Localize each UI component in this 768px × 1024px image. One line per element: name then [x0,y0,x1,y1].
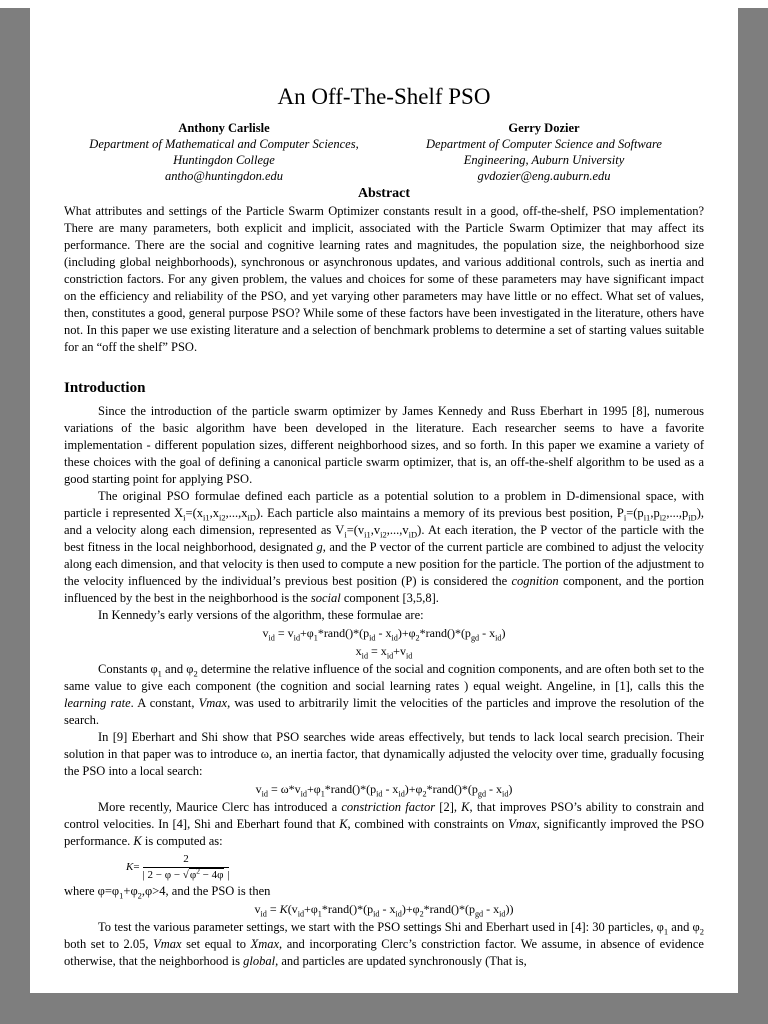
paper-title: An Off-The-Shelf PSO [277,84,491,109]
author-name: Anthony Carlisle [178,121,270,135]
author-email: antho@huntingdon.edu [164,169,284,183]
viewer-top-strip [0,0,768,8]
paragraph: Constants $\varphi_1$ and $\varphi_2$ determine the relative influence of the social and cognition components, and are often both set to the same value to give each component (the cognition and social learning rates ) equal weight. Angeline, in [1], calls this the learning rate. A constant, Vmax, was used to arbitrarily limit the velocities of the particles and improve the resolution of the search. [64,662,704,727]
formula-line: $v_{id}$ = $v_{id}+\varphi_1*rand()*(p_{id}$ - $x_{id})+\varphi_2*rand()*(p_{gd} - x_{id})$ [262,626,506,643]
paragraph: More recently, Maurice Clerc has introduced a constriction factor [2], K, that improves PSO’s ability to constrain and control velocities. In [4], Shi and Eberhart found that K, combined with constraints on Vmax, significantly improved the PSO performance. K is computed as: [64,800,704,848]
paragraph: In [9] Eberhart and Shi show that PSO searches wide areas effectively, but tends to lack local search precision. Their solution in that paper was to introduce ω, an inertia factor, that dynamically adjusted the velocity over time, gradually focusing the PSO into a local search: [64,730,704,778]
document-page [30,8,738,993]
author-affiliation: Department of Mathematical and Computer Sciences, [89,137,359,151]
author-affiliation: Engineering, Auburn University [463,153,625,167]
abstract-text: What attributes and settings of the Particle Swarm Optimizer constants result in a good, off-the-shelf, PSO implementation? There are many parameters, both explicit and implicit, associated with the Particle Swarm Optimizer that may affect its performance. There are the social and cognitive learning rates and magnitudes, the population size, the neighborhood size (including global neighborhoods), synchronous or asynchronous updates, and various additional controls, such as inertia and constriction factors. For any given problem, the values and choices for some of these parameters may have significant impact on the efficiency and reliability of the PSO, and yet varying other parameters may have little or no effect. What set of values, then, constitutes a good, general purpose PSO? While some of these factors have been investigated in the literature, others have not. In this paper we use existing literature and a selection of benchmark problems to determine a set of starting values suitable for an “off the shelf” PSO. [64,204,704,354]
author-affiliation: Huntingdon College [173,153,275,167]
formula-line: $v_{id}$ = $\omega*v_{id}+\varphi_1*rand()*(p_{id}$ - $x_{id})+\varphi_2*rand()*(p_{gd} - x_{id})$ [255,782,513,799]
paragraph: In Kennedy’s early versions of the algorithm, these formulae are: [98,608,424,622]
paragraph: The original PSO formulae defined each particle as a potential solution to a problem in D-dimensional space, with particle i represented $X_i=(x_{i1},x_{i2},...,x_{iD})$. Each particle also maintains a memory of its previous best position, $P_i=(p_{i1},p_{i2},...,p_{iD})$, and a velocity along each dimension, represented as $V_i=(v_{i1},v_{i2},...,v_{iD})$. At each iteration, the P vector of the particle with the best fitness in the local neighborhood, designated g, and the P vector of the current particle are combined to adjust the velocity along each dimension, and that velocity is then used to compute a new position for the particle. The portion of the adjustment to the velocity influenced by the individual’s previous best position (P) is considered the cognition component, and the portion influenced by the best in the neighborhood is the social component [3,5,8]. [64,489,704,605]
paragraph: where $\varphi=\varphi_1+\varphi_2,\varphi>4$, and the PSO is then [64,884,271,901]
paragraph: Since the introduction of the particle swarm optimizer by James Kennedy and Russ Eberhart in 1995 [8], numerous variations of the basic algorithm have been developed in the literature. Each researcher seems to have a favorite implementation - different population sizes, different neighborhood sizes, and so forth. In this paper we examine a variety of these choices with the goal of defining a canonical particle swarm optimizer, that is, an off-the-shelf algorithm to be used as a good starting point for applying PSO. [64,404,704,486]
formula-line: $v_{id}$ = $K(v_{id}+\varphi_1*rand()*(p_{id}$ - $x_{id})+\varphi_2*rand()*(p_{gd} - x_{id})$) [254,902,514,919]
author-block [64,120,704,184]
author-right [384,120,704,184]
abstract-heading: Abstract [357,186,411,201]
fraction: $\frac{2}{| 2 - \varphi - √\varphi^2 - 4\varphi |}$ [142,853,230,881]
introduction-heading: Introduction [64,380,146,396]
author-email: gvdozier@eng.auburn.edu [477,169,611,183]
formula-line: K = $\frac{2}{| 2 - \varphi - √\varphi^2 - 4\varphi |}$ [126,853,230,881]
formula-line: $x_{id} = x_{id}+v_{id}$ [355,644,413,661]
author-affiliation: Department of Computer Science and Software [426,137,662,151]
square-root: $√\varphi^2 - 4\varphi$ [182,865,224,881]
content [64,403,704,970]
paragraph: To test the various parameter settings, we start with the PSO settings Shi and Eberhart used in [4]: 30 particles, $\varphi_1$ and $\varphi_2$ both set to 2.05, Vmax set equal to Xmax, and incorporating Clerc’s constriction factor. We assume, in absence of evidence otherwise, that the neighborhood is global, and particles are updated synchronously (That is, [64,920,705,969]
author-name: Gerry Dozier [508,121,580,135]
author-left [64,120,384,184]
